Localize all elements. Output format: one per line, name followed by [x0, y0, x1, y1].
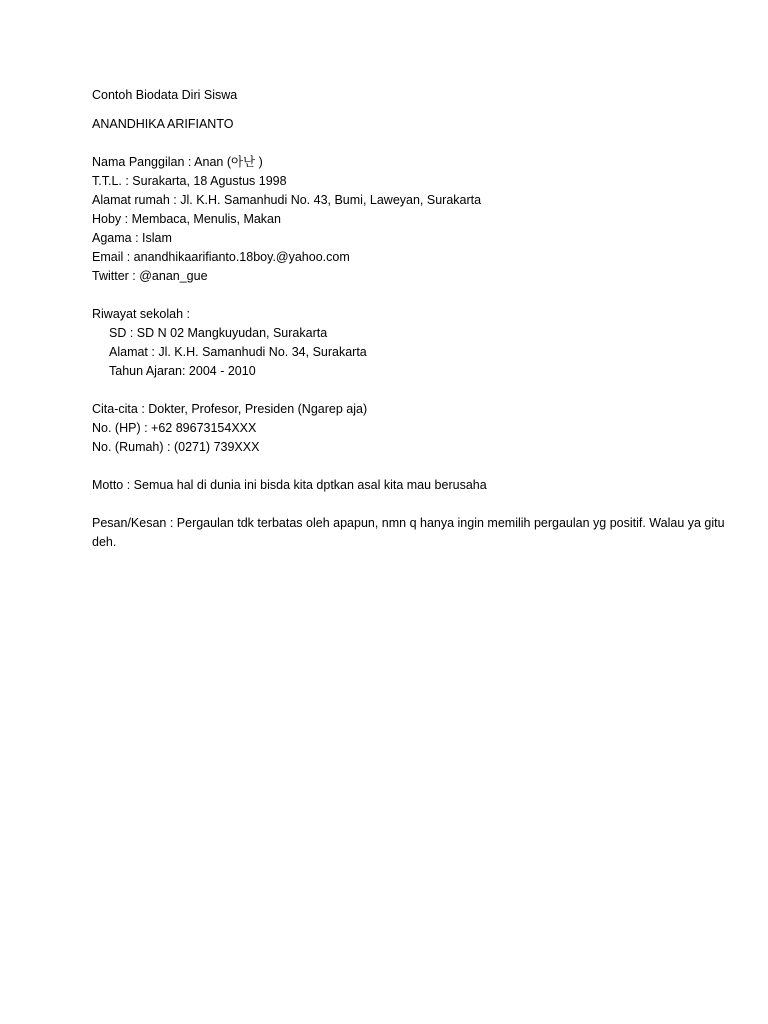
- motto-line: Motto : Semua hal di dunia ini bisda kita dptkan asal kita mau berusaha: [92, 478, 487, 492]
- home-address-line: Alamat rumah : Jl. K.H. Samanhudi No. 43, Bumi, Laweyan, Surakarta: [92, 193, 482, 207]
- aspiration-line: Cita-cita : Dokter, Profesor, Presiden (Ngarep aja): [92, 402, 368, 416]
- document-page: [92, 86, 732, 552]
- nickname-line: Nama Panggilan : Anan (아난 ): [92, 155, 263, 169]
- spacer: [92, 381, 732, 400]
- contact-section: [92, 400, 732, 457]
- school-address-line: Alamat : Jl. K.H. Samanhudi No. 34, Surakarta: [109, 345, 367, 359]
- spacer: [92, 134, 732, 153]
- spacer: [92, 457, 732, 476]
- home-phone-line: No. (Rumah) : (0271) 739XXX: [92, 440, 260, 454]
- school-history-section: [92, 305, 732, 381]
- spacer: [92, 286, 732, 305]
- spacer: [92, 495, 732, 514]
- school-name-line: SD : SD N 02 Mangkuyudan, Surakarta: [109, 326, 328, 340]
- religion-line: Agama : Islam: [92, 231, 172, 245]
- personal-info-section: [92, 153, 732, 286]
- spacer: [92, 105, 732, 115]
- document-title: Contoh Biodata Diri Siswa: [92, 88, 238, 102]
- school-year-line: Tahun Ajaran: 2004 - 2010: [109, 364, 256, 378]
- pesan-kesan-paragraph: Pesan/Kesan : Pergaulan tdk terbatas oleh apapun, nmn q hanya ingin memilih pergaulan yg positif. Walau ya gitu deh.: [92, 516, 725, 549]
- twitter-line: Twitter : @anan_gue: [92, 269, 208, 283]
- email-line: Email : anandhikaarifianto.18boy.@yahoo.com: [92, 250, 350, 264]
- mobile-phone-line: No. (HP) : +62 89673154XXX: [92, 421, 257, 435]
- birth-line: T.T.L. : Surakarta, 18 Agustus 1998: [92, 174, 287, 188]
- school-heading: Riwayat sekolah :: [92, 307, 190, 321]
- student-name: ANANDHIKA ARIFIANTO: [92, 117, 234, 131]
- hobby-line: Hoby : Membaca, Menulis, Makan: [92, 212, 281, 226]
